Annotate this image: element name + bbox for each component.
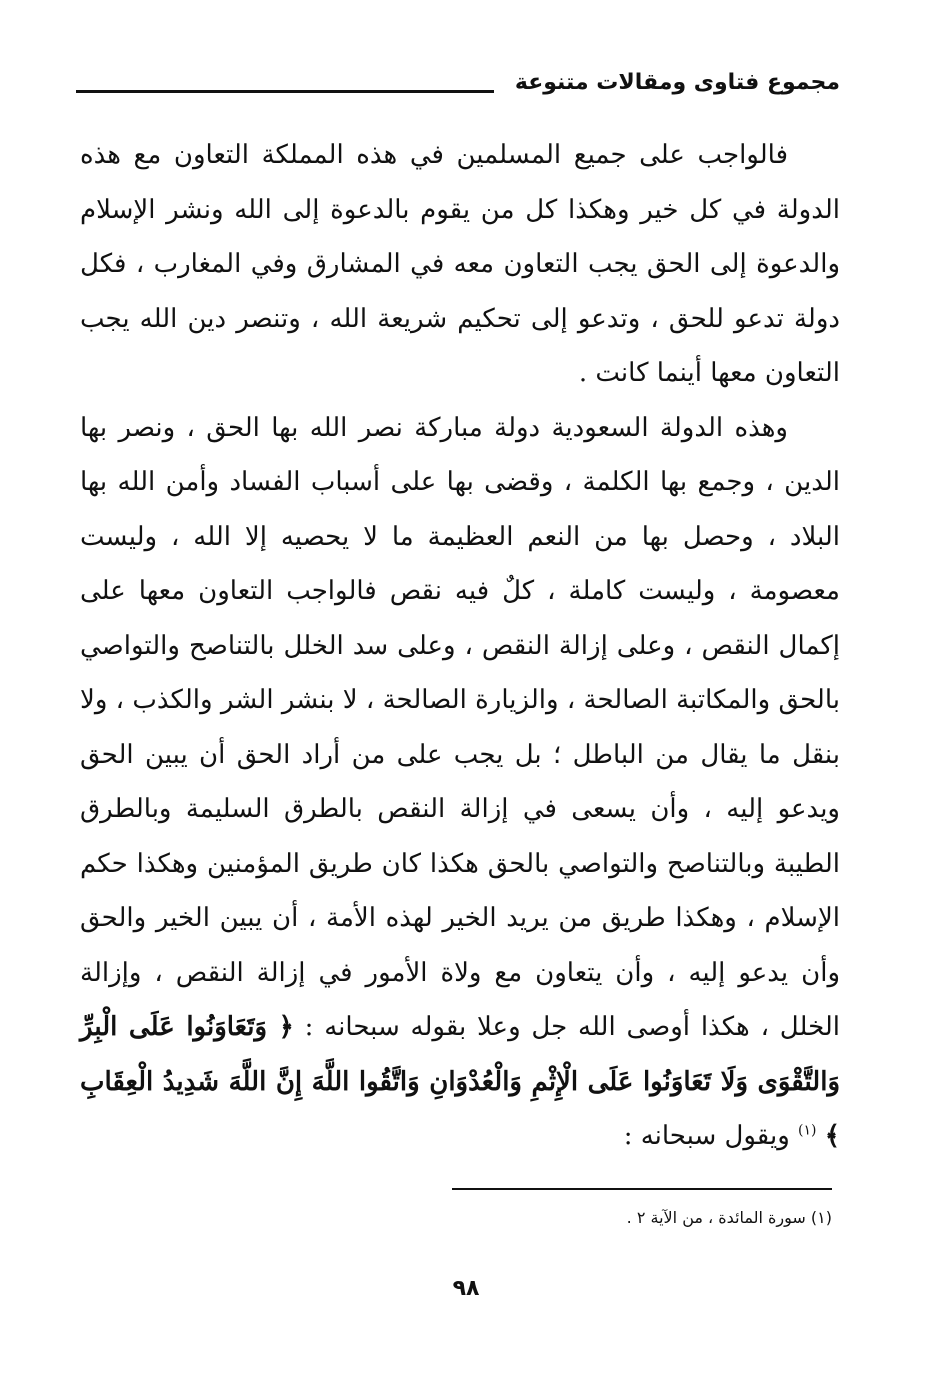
paragraph-2-text: وهذه الدولة السعودية دولة مباركة نصر الله بها الحق ، ونصر بها الدين ، وجمع بها الكلمة ، وقضى بها على أسباب الفساد وأمن الله بها البلاد ، وحصل بها من النعم العظيمة ما لا يحصيه إلا الله ، وليست معصومة ، وليست كاملة ، كلٌ فيه نقص فالواجب التعاون معها على إكمال النقص ، وعلى إزالة النقص ، وعلى سد الخلل بالتناصح والتواصي بالحق والمكاتبة الصالحة ، والزيارة الصالحة ، لا بنشر الشر والكذب ، ولا بنقل ما يقال من الباطل ؛ بل يجب على من أراد الحق أن يبين الحق ويدعو إليه ، وأن يسعى في إزالة النقص بالطرق السليمة وبالطرق الطيبة وبالتناصح والتواصي بالحق هكذا كان طريق المؤمنين وهكذا حكم الإسلام ، وهكذا طريق من يريد الخير لهذه الأمة ، أن يبين الخير والحق وأن يدعو إليه ، وأن يتعاون مع ولاة الأمور في إزالة النقص ، وإزالة الخلل ، هكذا أوصى الله جل وعلا بقوله سبحانه : xyxy=(80,412,840,1042)
footnote-rule xyxy=(452,1188,832,1190)
quran-verse: ﴿ وَتَعَاوَنُوا عَلَى الْبِرِّ وَالتَّقْوَى وَلَا تَعَاوَنُوا عَلَى الْإِثْمِ وَالْعُدْوَانِ وَاتَّقُوا اللَّهَ إِنَّ اللَّهَ شَدِيدُ الْعِقَابِ ﴾ xyxy=(80,1012,840,1151)
after-verse-text: ويقول سبحانه : xyxy=(623,1121,790,1151)
page-number: ٩٨ xyxy=(452,1276,480,1301)
running-header-title: مجموع فتاوى ومقالات متنوعة xyxy=(514,70,840,95)
header-rule xyxy=(76,90,494,93)
footnote: (١) سورة المائدة ، من الآية ٢ . xyxy=(626,1208,832,1227)
paragraph-2 xyxy=(80,401,840,1164)
paragraph-1: فالواجب على جميع المسلمين في هذه المملكة التعاون مع هذه الدولة في كل خير وهكذا كل من يقوم بالدعوة إلى الله ونشر الإسلام والدعوة إلى الحق يجب التعاون معه في المشارق وفي المغارب ، فكل دولة تدعو للحق ، وتدعو إلى تحكيم شريعة الله ، وتنصر دين الله يجب التعاون معها أينما كانت . xyxy=(80,140,840,388)
footnote-marker: (١) xyxy=(798,1122,817,1139)
body-text xyxy=(80,128,840,1164)
